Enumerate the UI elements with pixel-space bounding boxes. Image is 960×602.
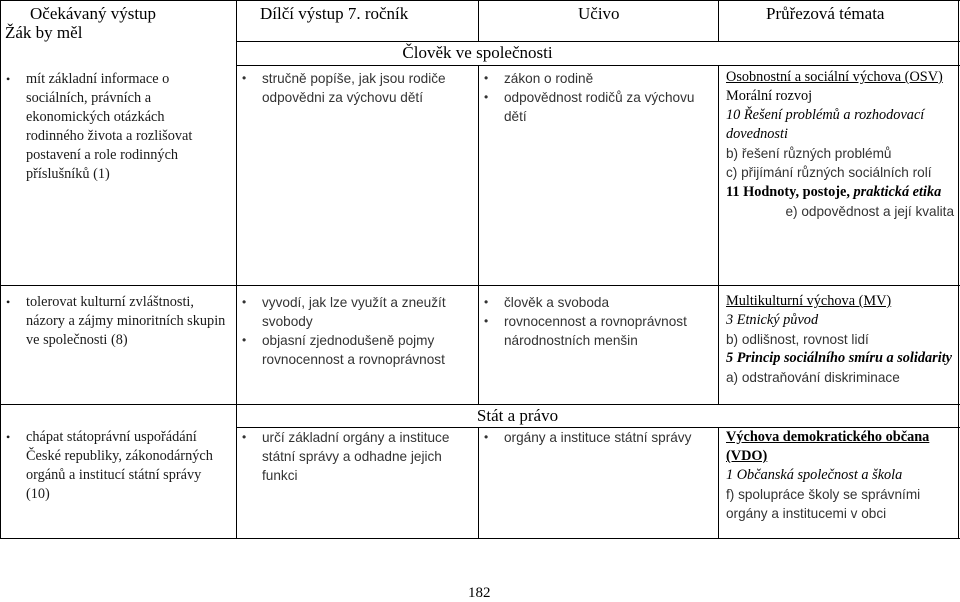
list-item: • člověk a svoboda [478, 293, 710, 312]
theme-item: 11 Hodnoty, postoje, [726, 183, 850, 200]
header-partial-output: Dílčí výstup 7. ročník [260, 4, 409, 23]
row3-themes [726, 428, 954, 523]
header-curriculum: Učivo [578, 4, 620, 23]
section-heading-clovek: Člověk ve společnosti [402, 43, 553, 62]
list-item: • rovnocennost a rovnoprávnost národnostních menšin [478, 312, 710, 350]
theme-item: 1 Občanská společnost a škola [726, 467, 903, 484]
list-item: • objasní zjednodušeně pojmy rovnocennost a rovnoprávnost [236, 331, 466, 369]
header-cross-topics: Průřezová témata [766, 4, 885, 23]
theme-item-italic: praktická etika [849, 183, 942, 200]
theme-sub: Morální rozvoj [726, 88, 813, 105]
list-item: • určí základní orgány a instituce státní správy a odhadne jejich funkci [236, 428, 468, 485]
header-outcome: Očekávaný výstup [30, 4, 157, 23]
theme-item: 3 Etnický původ [726, 312, 819, 329]
theme-title: Výchova demokratického občana (VDO) [726, 429, 930, 465]
row1-content [478, 69, 710, 126]
list-item: • odpovědnost rodičů za výchovu dětí [478, 88, 710, 126]
theme-subitem: f) spolupráce školy se správními orgány a institucemi v obci [726, 487, 921, 522]
header-pupil: Žák by měl [5, 23, 83, 42]
theme-item: 10 Řešení problémů a rozhodovací dovednosti [726, 107, 925, 143]
row2-outcome [0, 293, 228, 350]
row3-partial [236, 428, 468, 485]
row2-content [478, 293, 710, 350]
row1-themes [726, 68, 954, 221]
list-item: • stručně popíše, jak jsou rodiče odpovědni za výchovu dětí [236, 69, 468, 107]
theme-subitem: e) odpovědnost a její kvalita [785, 203, 954, 219]
list-item: • chápat státoprávní uspořádání České republiky, zákonodárných orgánů a institucí státní správy (10) [0, 428, 228, 504]
list-item: • mít základní informace o sociálních, právních a ekonomických otázkách rodinného života a rozlišovat postavení a role rodinných příslušníků (1) [0, 70, 226, 185]
row1-partial [236, 69, 468, 107]
list-item: • zákon o rodině [478, 69, 710, 88]
row3-outcome [0, 428, 228, 504]
section-heading-stat: Stát a právo [476, 406, 559, 425]
theme-subitem: b) řešení různých problémů [726, 146, 892, 162]
row2-themes [726, 292, 954, 387]
row2-partial [236, 293, 466, 369]
theme-title: Osobnostní a sociální výchova (OSV) [726, 69, 943, 85]
theme-subitem: a) odstraňování diskriminace [726, 370, 900, 386]
page-number: 182 [468, 585, 491, 601]
theme-title: Multikulturní výchova (MV) [726, 293, 892, 309]
list-item: • vyvodí, jak lze využít a zneužít svobody [236, 293, 466, 331]
theme-item: 5 Princip sociálního smíru a solidarity [726, 350, 953, 367]
row3-content [478, 428, 714, 447]
list-item: • tolerovat kulturní zvláštnosti, názory a zájmy minoritních skupin ve společnosti (8) [0, 293, 228, 350]
theme-subitem: c) přijímání různých sociálních rolí [726, 165, 932, 181]
list-item: • orgány a instituce státní správy [478, 428, 714, 447]
theme-subitem: b) odlišnost, rovnost lidí [726, 332, 869, 348]
row1-outcome [0, 70, 226, 185]
